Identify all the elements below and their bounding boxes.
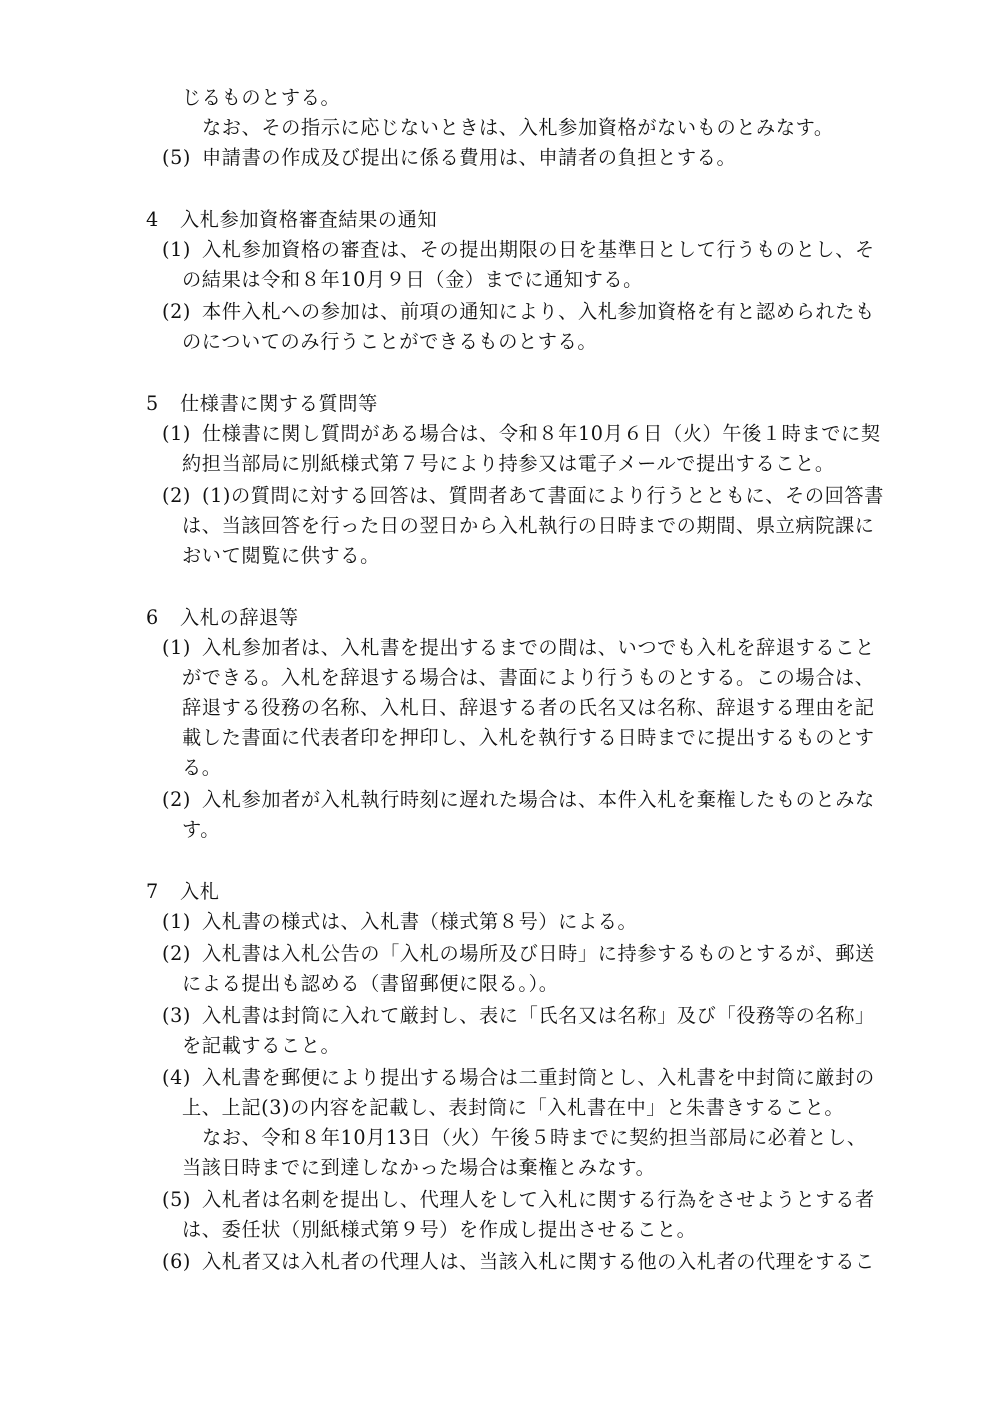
item-number: (2) [162, 484, 191, 507]
note-line: なお、令和８年10月13日（火）午後５時までに契約担当部局に必着とし、 [202, 1126, 867, 1149]
body-line: ができる。入札を辞退する場合は、書面により行うものとする。この場合は、 [182, 666, 875, 689]
section-heading-6: 6 入札の辞退等 [146, 606, 299, 629]
item-number: (1) [162, 238, 191, 261]
body-line: 載した書面に代表者印を押印し、入札を執行する日時までに提出するものとす [182, 726, 875, 749]
body-line: を記載すること。 [182, 1034, 341, 1057]
body-line: じるものとする。 [182, 86, 341, 109]
body-line: のについてのみ行うことができるものとする。 [182, 330, 598, 353]
item-1: (1) 入札参加者は、入札書を提出するまでの間は、いつでも入札を辞退すること [162, 636, 875, 659]
body-line: る。 [182, 756, 222, 779]
body-line: 当該日時までに到達しなかった場合は棄権とみなす。 [182, 1156, 656, 1179]
item-number: (5) [162, 1188, 191, 1211]
item-number: (2) [162, 788, 191, 811]
item-number: (1) [162, 636, 191, 659]
item-5: (5) 入札者は名刺を提出し、代理人をして入札に関する行為をさせようとする者 [162, 1188, 875, 1211]
item-3: (3) 入札書は封筒に入れて厳封し、表に「氏名又は名称」及び「役務等の名称」 [162, 1004, 875, 1027]
item-number: (2) [162, 300, 191, 323]
body-line: は、委任状（別紙様式第９号）を作成し提出させること。 [182, 1218, 697, 1241]
section-number: 4 [146, 208, 159, 231]
item-1: (1) 入札参加資格の審査は、その提出期限の日を基準日として行うものとし、そ [162, 238, 875, 261]
item-number: (5) [162, 146, 191, 169]
body-line: 上、上記(3)の内容を記載し、表封筒に「入札書在中」と朱書きすること。 [182, 1096, 845, 1119]
section-heading-7: 7 入札 [146, 880, 220, 903]
item-2: (2) 入札参加者が入札執行時刻に遅れた場合は、本件入札を棄権したものとみな [162, 788, 875, 811]
item-number: (6) [162, 1250, 191, 1273]
body-line: は、当該回答を行った日の翌日から入札執行の日時までの期間、県立病院課に [182, 514, 875, 537]
body-line: の結果は令和８年10月９日（金）までに通知する。 [182, 268, 643, 291]
item-1: (1) 入札書の様式は、入札書（様式第８号）による。 [162, 910, 638, 933]
item-number: (3) [162, 1004, 191, 1027]
body-line: による提出も認める（書留郵便に限る。）。 [182, 972, 559, 995]
body-line: おいて閲覧に供する。 [182, 544, 380, 567]
item-2: (2) (1)の質問に対する回答は、質問者あて書面により行うとともに、その回答書 [162, 484, 884, 507]
body-line: 約担当部局に別紙様式第７号により持参又は電子メールで提出すること。 [182, 452, 835, 475]
body-line: す。 [182, 818, 221, 841]
body-line: 辞退する役務の名称、入札日、辞退する者の氏名又は名称、辞退する理由を記 [182, 696, 875, 719]
item-number: (1) [162, 910, 191, 933]
section-number: 7 [146, 880, 159, 903]
item-1: (1) 仕様書に関し質問がある場合は、令和８年10月６日（火）午後１時までに契 [162, 422, 881, 445]
item-2: (2) 入札書は入札公告の「入札の場所及び日時」に持参するものとするが、郵送 [162, 942, 875, 965]
item-4: (4) 入札書を郵便により提出する場合は二重封筒とし、入札書を中封筒に厳封の [162, 1066, 875, 1089]
item-number: (1) [162, 422, 191, 445]
item-6: (6) 入札者又は入札者の代理人は、当該入札に関する他の入札者の代理をするこ [162, 1250, 875, 1273]
section-heading-4: 4 入札参加資格審査結果の通知 [146, 208, 438, 231]
item-2: (2) 本件入札への参加は、前項の通知により、入札参加資格を有と認められたも [162, 300, 875, 323]
item-number: (4) [162, 1066, 191, 1089]
section-heading-5: 5 仕様書に関する質問等 [146, 392, 378, 415]
section-number: 6 [146, 606, 159, 629]
note-line: なお、その指示に応じないときは、入札参加資格がないものとみなす。 [202, 116, 834, 139]
section-number: 5 [146, 392, 159, 415]
item-5: (5) 申請書の作成及び提出に係る費用は、申請者の負担とする。 [162, 146, 737, 169]
item-number: (2) [162, 942, 191, 965]
